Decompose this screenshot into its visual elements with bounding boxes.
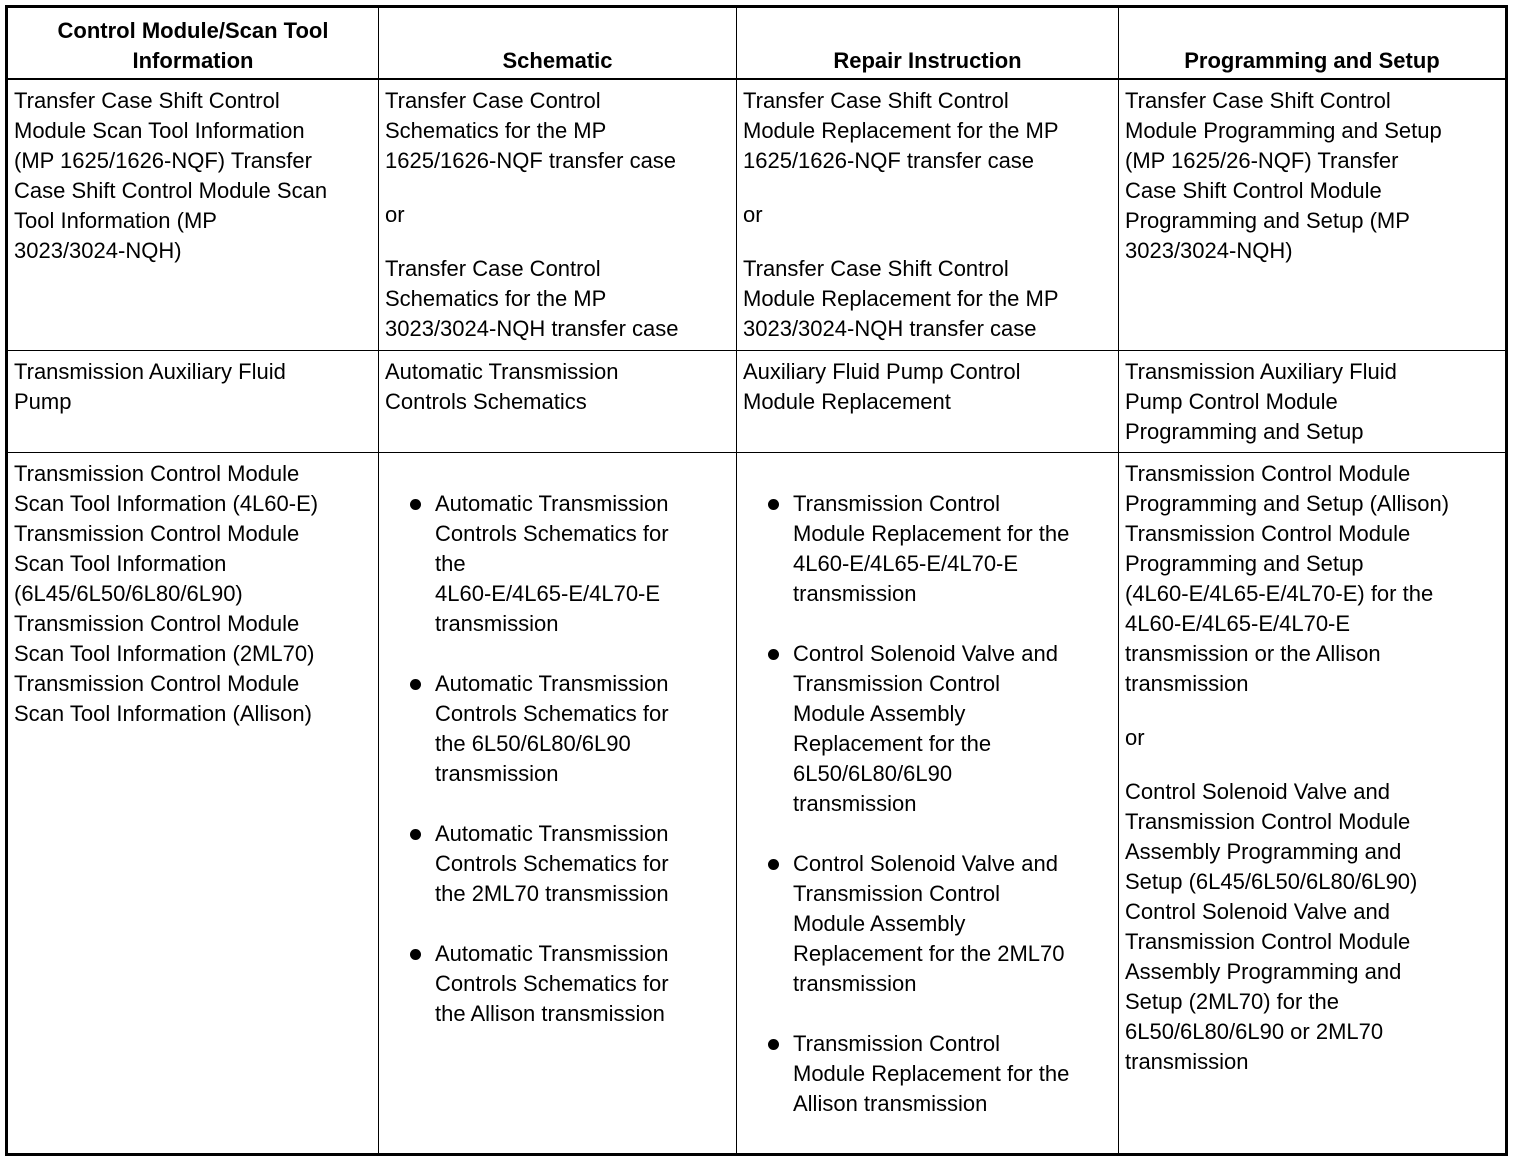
list-item[interactable]: Automatic Transmission Controls Schematics for the 4L60-E/4L65-E/4L70-E transmission — [385, 489, 730, 639]
list-item[interactable]: Control Solenoid Valve and Transmission Control Module Assembly Replacement for the 2ML70 transmission — [743, 849, 1112, 999]
repair-cell: Auxiliary Fluid Pump Control Module Replacement — [737, 351, 1119, 453]
module-reference-table — [5, 5, 1508, 1156]
header-control-module: Control Module/Scan Tool Information — [7, 7, 379, 79]
schematic-list — [385, 459, 730, 1059]
list-item[interactable]: Automatic Transmission Controls Schematics for the Allison transmission — [385, 939, 730, 1029]
header-row — [7, 7, 1507, 79]
table-row — [7, 79, 1507, 351]
list-item[interactable]: Automatic Transmission Controls Schematics for the 2ML70 transmission — [385, 819, 730, 909]
module-cell: Transmission Auxiliary Fluid Pump — [7, 351, 379, 453]
or-text: or — [1125, 725, 1145, 750]
repair-link[interactable]: Transfer Case Shift Control Module Replacement for the MP 1625/1626-NQF transfer case — [743, 87, 1059, 173]
programming-cell — [1119, 453, 1507, 1155]
header-repair-instruction: Repair Instruction — [737, 7, 1119, 79]
repair-cell — [737, 453, 1119, 1155]
list-item[interactable]: Automatic Transmission Controls Schematics for the 6L50/6L80/6L90 transmission — [385, 669, 730, 789]
header-schematic: Schematic — [379, 7, 737, 79]
programming-cell: Transmission Auxiliary Fluid Pump Control Module Programming and Setup — [1119, 351, 1507, 453]
table-row — [7, 351, 1507, 453]
or-text: or — [385, 201, 405, 227]
programming-cell: Transfer Case Shift Control Module Programming and Setup (MP 1625/26-NQF) Transfer Case Shift Control Module Programming and Setup (MP 3023/3024-NQH) — [1119, 79, 1507, 351]
schematic-link[interactable]: Transfer Case Control Schematics for the MP 3023/3024-NQH transfer case — [385, 255, 679, 341]
or-text: or — [743, 201, 763, 227]
module-cell: Transmission Control Module Scan Tool Information (4L60-E) Transmission Control Module Scan Tool Information (6L45/6L50/6L80/6L90) Transmission Control Module Scan Tool Information (2ML70) Transmission Control Module Scan Tool Information (Allison) — [7, 453, 379, 1155]
list-item[interactable]: Control Solenoid Valve and Transmission Control Module Assembly Replacement for the 6L50/6L80/6L90 transmission — [743, 639, 1112, 819]
programming-text: Control Solenoid Valve and Transmission Control Module Assembly Programming and Setup (6L45/6L50/6L80/6L90) Control Solenoid Valve and Transmission Control Module Assembly Programming and Setup (2ML70) for the 6L50/6L80/6L90 or 2ML70 transmission — [1125, 779, 1418, 1074]
table-row — [7, 453, 1507, 1155]
schematic-cell — [379, 79, 737, 351]
repair-cell — [737, 79, 1119, 351]
list-item[interactable]: Transmission Control Module Replacement for the Allison transmission — [743, 1029, 1112, 1119]
repair-list — [743, 459, 1112, 1149]
list-item[interactable]: Transmission Control Module Replacement for the 4L60-E/4L65-E/4L70-E transmission — [743, 489, 1112, 609]
schematic-link[interactable]: Transfer Case Control Schematics for the MP 1625/1626-NQF transfer case — [385, 87, 677, 173]
programming-text: Transmission Control Module Programming and Setup (Allison) Transmission Control Module Programming and Setup (4L60-E/4L65-E/4L70-E) for the 4L60-E/4L65-E/4L70-E transmission or the Allison transmission — [1125, 461, 1450, 696]
repair-link[interactable]: Transfer Case Shift Control Module Replacement for the MP 3023/3024-NQH transfer case — [743, 255, 1059, 341]
module-cell: Transfer Case Shift Control Module Scan Tool Information (MP 1625/1626-NQF) Transfer Case Shift Control Module Scan Tool Information (MP 3023/3024-NQH) — [7, 79, 379, 351]
schematic-cell — [379, 453, 737, 1155]
header-programming-setup: Programming and Setup — [1119, 7, 1507, 79]
schematic-cell: Automatic Transmission Controls Schematics — [379, 351, 737, 453]
